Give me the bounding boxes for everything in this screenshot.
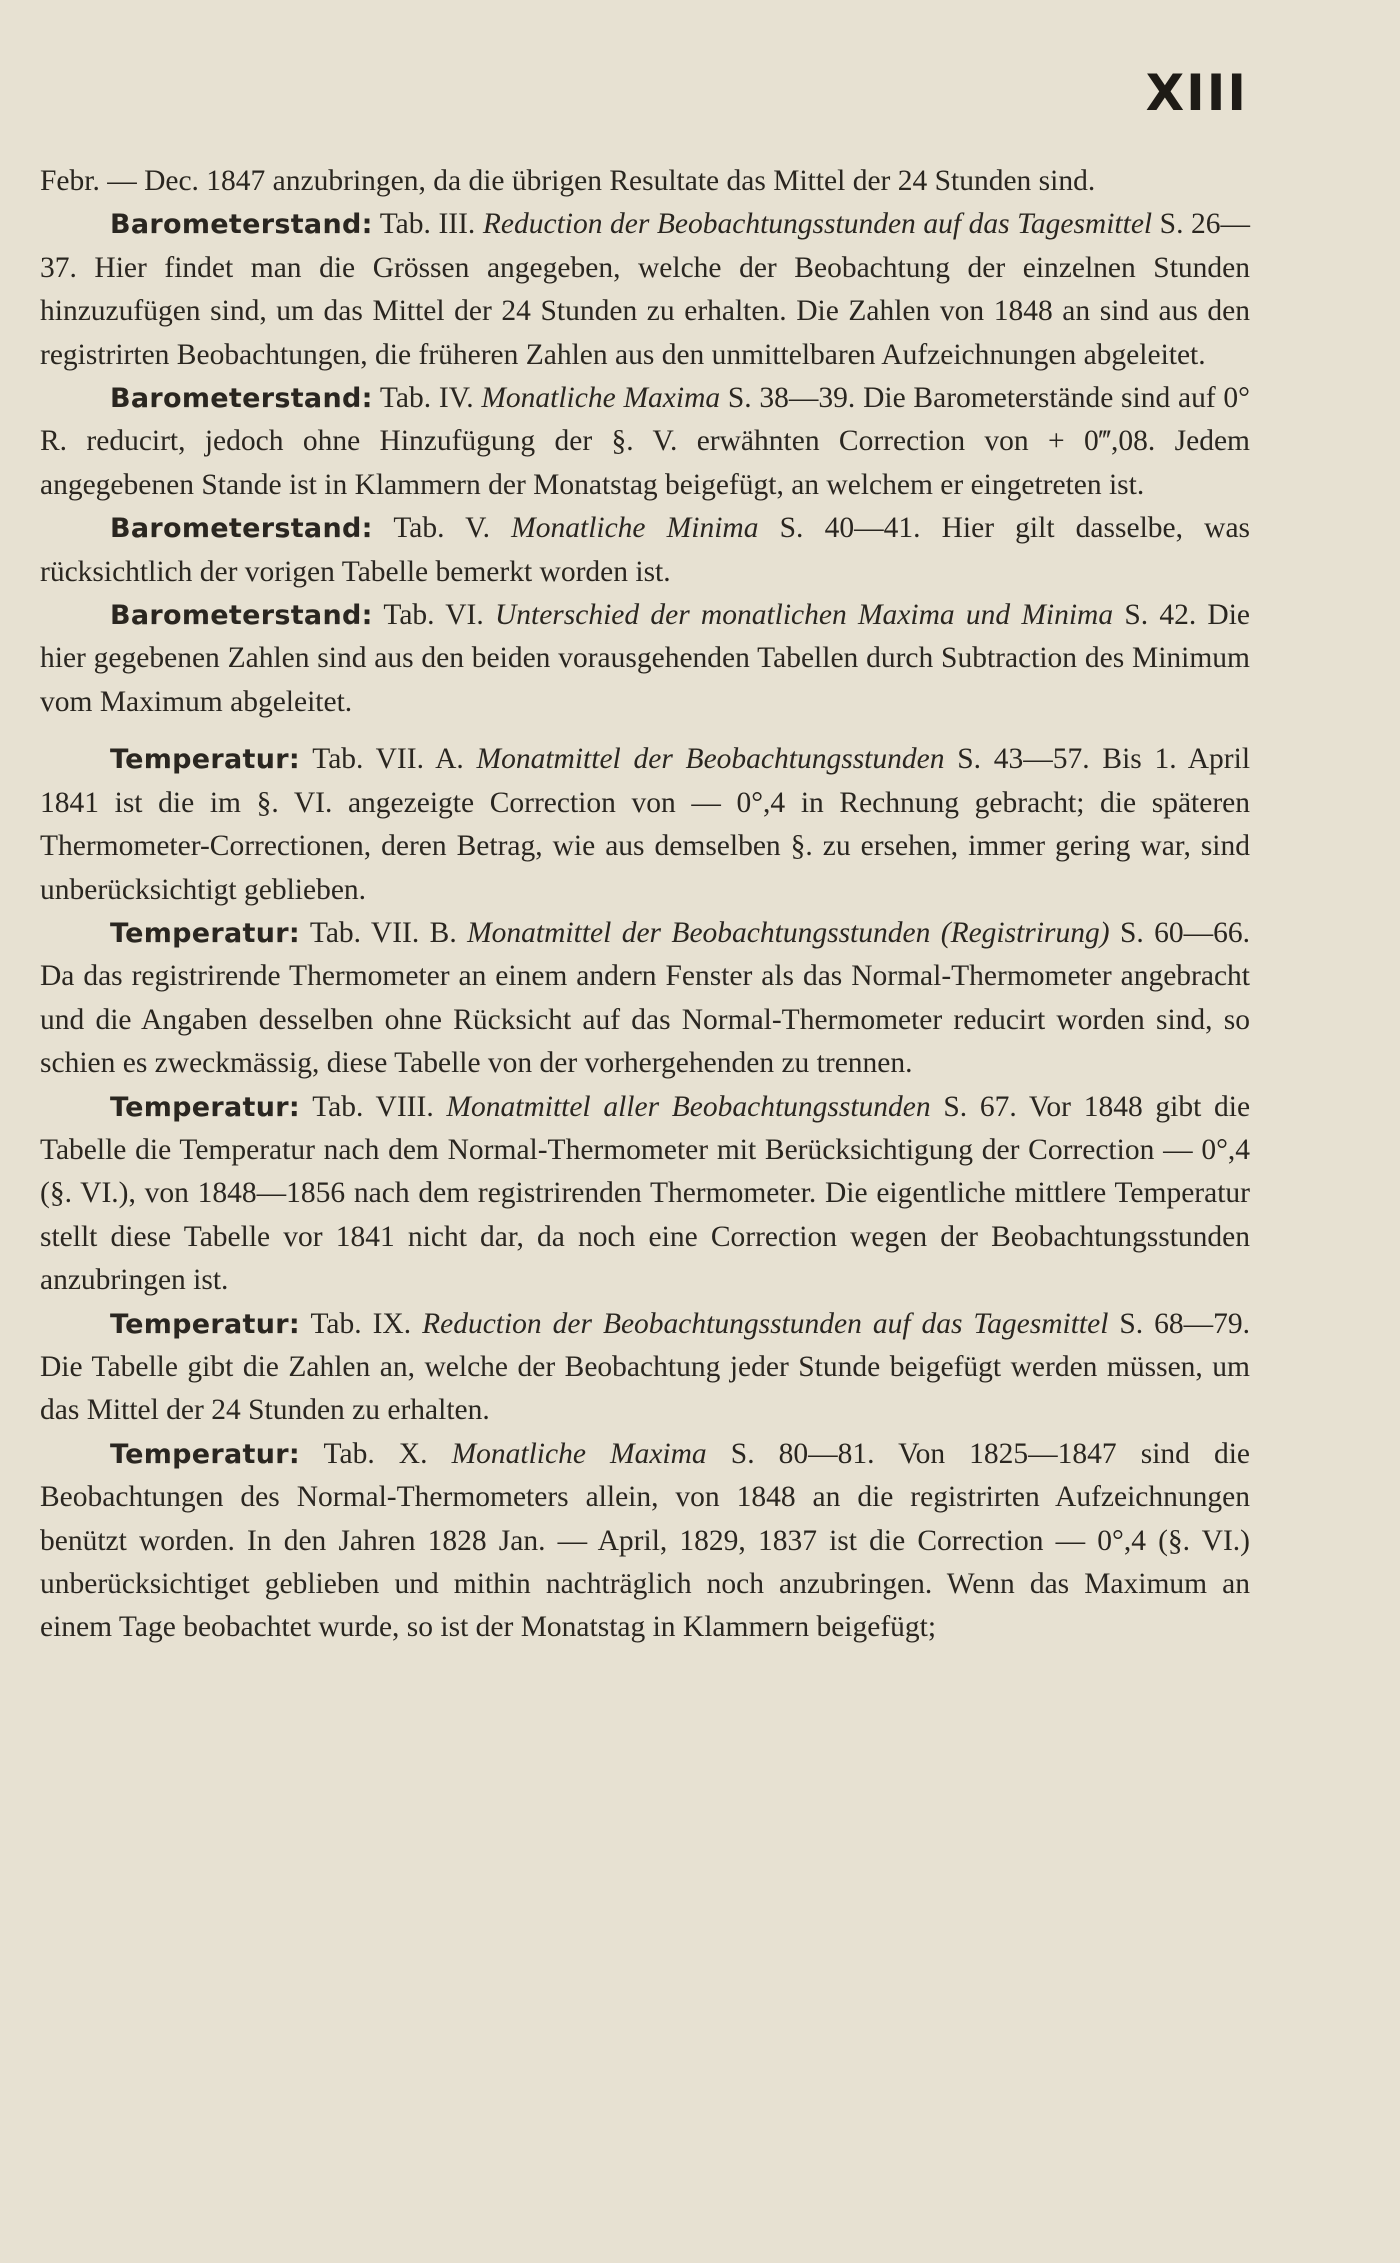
table-reference: Tab. VII. B. [309,916,457,949]
page-number: XIII [1145,64,1248,122]
table-reference: Tab. III. [379,208,476,241]
table-title: Monatliche Minima [511,512,759,545]
paragraph-text: S. 42. Die hier gegebenen Zahlen sind aus den beiden vorausgehenden Tabellen durch Subtraction des Minimum vom Maximum abgeleitet. [40,599,1250,718]
table-reference: Tab. V. [393,512,490,545]
paragraph-text: Febr. — Dec. 1847 anzubringen, da die übrigen Resultate das Mittel der 24 Stunden sind. [40,165,1096,197]
paragraph [40,160,1250,203]
section-heading: Barometerstand: [110,513,373,545]
section-heading: Barometerstand: [110,383,373,415]
table-reference: Tab. IV. [379,382,474,415]
table-title: Reduction der Beobachtungsstunden auf das Tagesmittel [422,1307,1109,1340]
paragraph [40,377,1250,507]
table-title: Monatliche Maxima [481,382,721,415]
table-title: Monatmittel aller Beobachtungsstunden [446,1090,931,1123]
paragraph-text: S. 26—37. Hier findet man die Grössen angegeben, welche der Beobachtung der einzelnen Stunden hinzuzufügen sind, um das Mittel der 24 Stunden zu erhalten. Die Zahlen von 1848 an sind aus den registrirten Beobachtungen, die früheren Zahlen aus den unmittelbaren Aufzeichnungen abgeleitet. [40,208,1251,371]
paragraph [40,912,1250,1086]
table-reference: Tab. VIII. [312,1090,434,1123]
table-title: Monatmittel der Beobachtungsstunden (Registrirung) [467,916,1110,949]
paragraph [40,1433,1250,1650]
table-reference: Tab. X. [323,1437,428,1470]
paragraph [40,594,1250,724]
table-reference: Tab. IX. [310,1307,412,1340]
section-heading: Temperatur: [110,917,300,949]
paragraph-text: S. 68—79. Die Tabelle gibt die Zahlen an, welche der Beobachtung jeder Stunde beigefügt werden müssen, um das Mittel der 24 Stunden zu erhalten. [40,1307,1251,1427]
paragraph [40,1086,1250,1303]
section-heading: Barometerstand: [110,600,373,632]
paragraph [40,203,1250,377]
paragraph-text: S. 60—66. Da das registrirende Thermometer an einem andern Fenster als das Normal-Thermometer angebracht und die Angaben desselben ohne Rücksicht auf das Normal-Thermometer reducirt worden sind, so schien es zweckmässig, diese Tabelle von der vorhergehenden zu trennen. [40,916,1250,1080]
table-title: Monatmittel der Beobachtungsstunden [476,743,945,776]
paragraph [40,738,1250,912]
section-heading: Temperatur: [110,1091,300,1123]
paragraph-text: S. 38—39. Die Barometerstände sind auf 0° R. reducirt, jedoch ohne Hinzufügung der §. V. erwähnten Correction von + 0‴,08. Jedem angegebenen Stande ist in Klammern der Monatstag beigefügt, an welchem er eingetreten ist. [40,382,1250,501]
paragraph [40,507,1250,594]
body-text [40,160,1250,1650]
paragraph-text: S. 80—81. Von 1825—1847 sind die Beobachtungen des Normal-Thermometers allein, von 1848 an die registrirten Aufzeichnungen benützt worden. In den Jahren 1828 Jan. — April, 1829, 1837 ist die Correction — 0°,4 (§. VI.) unberücksichtiget geblieben und mithin nachträglich noch anzubringen. Wenn das Maximum an einem Tage beobachtet wurde, so ist der Monatstag in Klammern beigefügt; [40,1437,1251,1644]
section-heading: Temperatur: [110,1438,300,1470]
table-title: Unterschied der monatlichen Maxima und Minima [494,599,1114,632]
paragraph-text: S. 67. Vor 1848 gibt die Tabelle die Temperatur nach dem Normal-Thermometer mit Berücksichtigung der Correction — 0°,4 (§. VI.), von 1848—1856 nach dem registrirenden Thermometer. Die eigentliche mittlere Temperatur stellt diese Tabelle vor 1841 nicht dar, da noch eine Correction wegen der Beobachtungsstunden anzubringen ist. [40,1090,1251,1297]
table-title: Monatliche Maxima [451,1437,707,1470]
table-title: Reduction der Beobachtungsstunden auf das Tagesmittel [482,208,1153,241]
table-reference: Tab. VII. A. [312,743,464,776]
paragraph [40,1303,1250,1433]
section-heading: Temperatur: [110,1308,300,1340]
paragraph-text: S. 40—41. Hier gilt dasselbe, was rücksichtlich der vorigen Tabelle bemerkt worden ist. [40,512,1251,588]
paragraph-text: S. 43—57. Bis 1. April 1841 ist die im §. VI. angezeigte Correction von — 0°,4 in Rechnung gebracht; die späteren Thermometer-Correctionen, deren Betrag, wie aus demselben §. zu ersehen, immer gering war, sind unberücksichtigt geblieben. [40,743,1251,906]
section-heading: Temperatur: [110,744,300,776]
section-heading: Barometerstand: [110,209,373,241]
table-reference: Tab. VI. [383,599,484,632]
